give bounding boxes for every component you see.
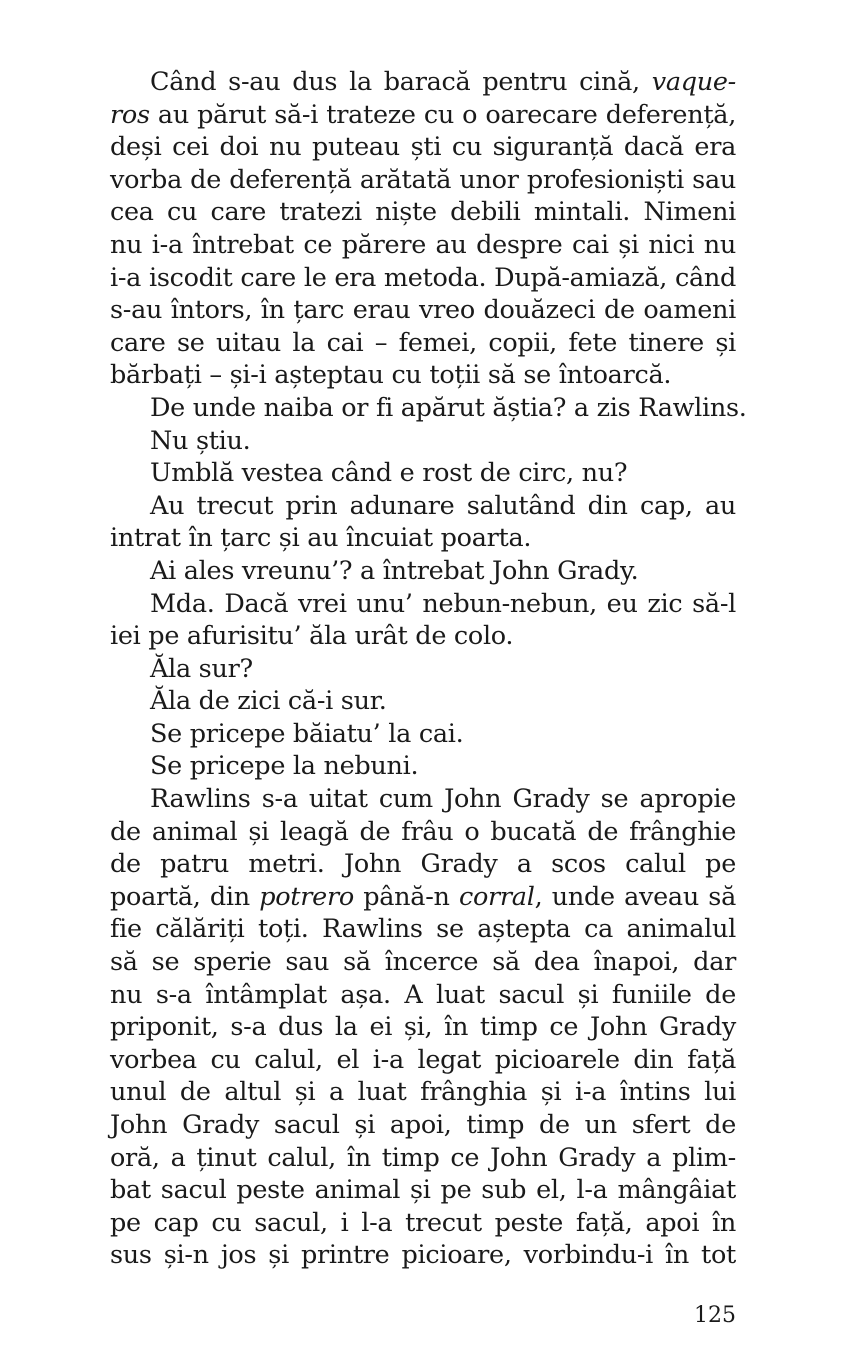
- text-segment: vorba de deferență arătată unor profesioniști sau: [110, 164, 736, 195]
- text-segment: să se sperie sau să încerce să dea înapoi, dar: [110, 947, 736, 978]
- text-line: [110, 229, 736, 262]
- italic-term: ros: [110, 99, 150, 130]
- text-line: [110, 718, 736, 751]
- text-line: [110, 848, 736, 881]
- text-line: [110, 1044, 736, 1077]
- text-segment: de animal și leagă de frâu o bucată de frânghie: [110, 816, 736, 847]
- text-segment: intrat în țarc și au încuiat poarta.: [110, 523, 532, 554]
- text-segment: Ai ales vreunu’? a întrebat John Grady.: [150, 555, 639, 586]
- text-segment: Rawlins s-a uitat cum John Grady se apropie: [150, 784, 736, 815]
- text-segment: fie călăriți toți. Rawlins se aștepta ca animalul: [110, 914, 736, 945]
- italic-term: corral: [458, 881, 535, 912]
- text-line: [110, 66, 736, 99]
- text-segment: care se uitau la cai – femei, copii, fete tinere și: [110, 327, 736, 358]
- text-segment: de patru metri. John Grady a scos calul pe: [110, 849, 736, 880]
- text-segment: Nu știu.: [150, 425, 251, 456]
- text-segment: i-a iscodit care le era metoda. După-amiază, când: [110, 262, 736, 293]
- text-line: [110, 1142, 736, 1175]
- text-segment: De unde naiba or fi apărut ăștia? a zis Rawlins.: [150, 392, 747, 423]
- text-line: [110, 164, 736, 197]
- text-segment: unul de altul și a luat frânghia și i-a întins lui: [110, 1077, 736, 1108]
- text-line: [110, 131, 736, 164]
- text-segment: Umblă vestea când e rost de circ, nu?: [150, 458, 628, 489]
- text-segment: Când s-au dus la baracă pentru cină,: [150, 67, 652, 97]
- text-segment: cea cu care tratezi niște debili mintali. Nimeni: [110, 197, 736, 228]
- italic-term: potrero: [259, 881, 354, 912]
- text-line: [110, 979, 736, 1012]
- text-segment: John Grady sacul și apoi, timp de un sfert de: [110, 1110, 736, 1140]
- text-line: [110, 1076, 736, 1109]
- text-segment: sus și-n jos și printre picioare, vorbindu-i în tot: [110, 1240, 736, 1271]
- text-segment: priponit, s-a dus la ei și, în timp ce John Grady: [110, 1012, 736, 1043]
- text-line: [110, 881, 736, 914]
- text-line: [110, 522, 736, 555]
- text-segment: poartă, din: [110, 881, 260, 912]
- text-line: [110, 555, 736, 588]
- text-line: [110, 392, 747, 425]
- text-line: [110, 196, 736, 229]
- text-line: [110, 946, 736, 979]
- body-text: [110, 66, 747, 1272]
- text-segment: Se pricepe la nebuni.: [150, 751, 419, 782]
- text-segment: Au trecut prin adunare salutând din cap, au: [150, 490, 736, 521]
- text-line: [110, 750, 736, 783]
- text-segment: oră, a ținut calul, în timp ce John Grady a plim-: [110, 1142, 736, 1173]
- text-segment: iei pe afurisitu’ ăla urât de colo.: [110, 621, 514, 652]
- text-segment: Se pricepe băiatu’ la cai.: [150, 718, 464, 749]
- text-segment: s-au întors, în țarc erau vreo douăzeci de oameni: [110, 295, 736, 326]
- italic-term: vaque-: [651, 67, 736, 97]
- page-number: 125: [694, 1303, 736, 1328]
- text-line: [110, 620, 736, 653]
- text-line: [110, 327, 736, 360]
- text-segment: Ăla sur?: [150, 653, 253, 684]
- text-segment: nu i-a întrebat ce părere au despre cai și nici nu: [110, 229, 736, 260]
- text-segment: pe cap cu sacul, i l-a trecut peste față, apoi în: [110, 1207, 736, 1238]
- text-line: [110, 783, 736, 816]
- text-line: [110, 653, 736, 686]
- text-segment: până-n: [353, 881, 459, 912]
- text-line: [110, 294, 736, 327]
- text-line: [110, 913, 736, 946]
- text-line: [110, 685, 736, 718]
- text-segment: vorbea cu calul, el i-a legat picioarele din față: [110, 1044, 736, 1075]
- text-line: [110, 359, 736, 392]
- text-line: [110, 99, 736, 132]
- text-segment: bat sacul peste animal și pe sub el, l-a mângâiat: [110, 1175, 736, 1206]
- text-line: [110, 1207, 736, 1240]
- text-line: [110, 1011, 736, 1044]
- text-segment: deși cei doi nu puteau ști cu siguranță dacă era: [110, 132, 736, 163]
- text-line: [110, 816, 736, 849]
- text-line: [110, 425, 736, 458]
- text-segment: bărbați – și-i așteptau cu toții să se întoarcă.: [110, 360, 672, 391]
- text-line: [110, 588, 736, 621]
- text-line: [110, 1174, 736, 1207]
- text-segment: nu s-a întâmplat așa. A luat sacul și funiile de: [110, 979, 736, 1010]
- text-line: [110, 262, 736, 295]
- text-segment: Ăla de zici că-i sur.: [150, 686, 387, 717]
- text-segment: , unde aveau să: [534, 881, 736, 912]
- text-segment: Mda. Dacă vrei unu’ nebun-nebun, eu zic să-l: [150, 588, 736, 619]
- text-line: [110, 1239, 736, 1272]
- text-segment: au părut să-i trateze cu o oarecare deferență,: [149, 99, 736, 130]
- text-line: [110, 1109, 736, 1142]
- text-line: [110, 490, 736, 523]
- text-line: [110, 457, 736, 490]
